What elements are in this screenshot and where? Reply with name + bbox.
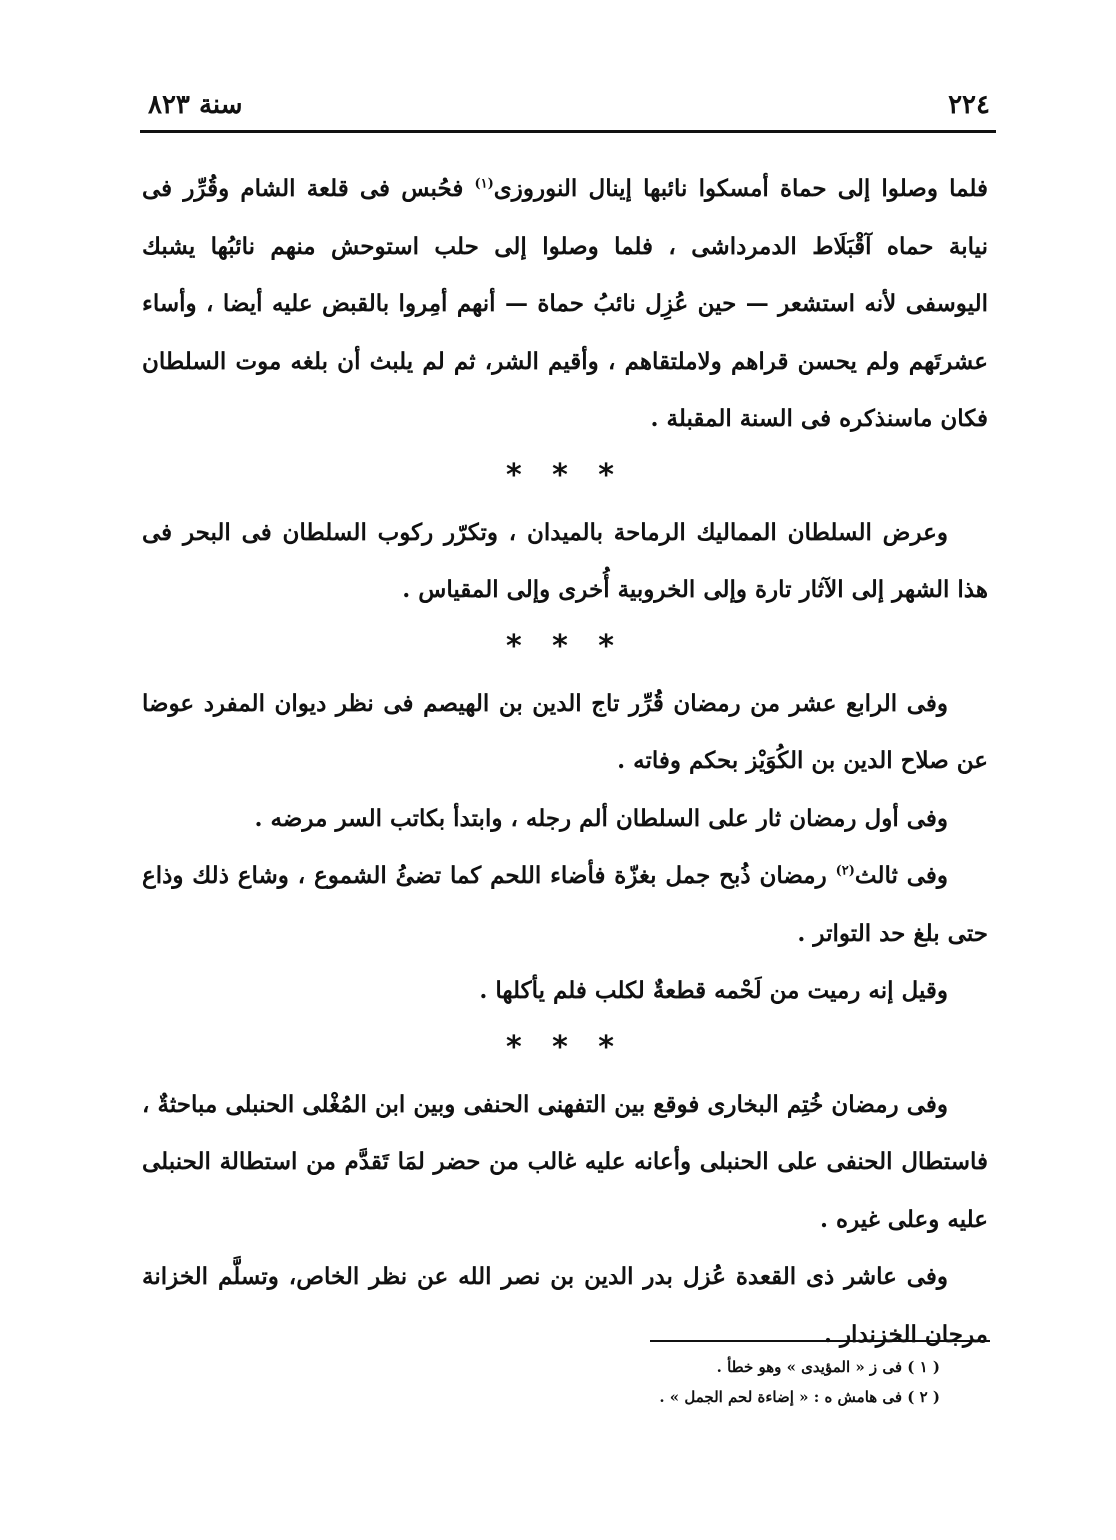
footnote-ref: (١)	[474, 176, 494, 192]
paragraph-text: فلما وصلوا إلى حماة أمسكوا نائبها إينال النوروزى	[493, 175, 989, 202]
section-divider: * * *	[506, 628, 624, 664]
paragraph	[142, 160, 988, 448]
paragraph: وفى الرابع عشر من رمضان قُرِّر تاج الدين بن الهيصم فى نظر ديوان المفرد عوضا عن صلاح الدين بن الكُوَيْز بحكم وفاته .	[142, 689, 988, 774]
page-header	[148, 84, 990, 128]
section-divider: * * *	[506, 1029, 624, 1065]
paragraph: وفى عاشر ذى القعدة عُزل بدر الدين بن نصر الله عن نظر الخاص، وتسلَّم الخزانة مرجان الخزندار .	[142, 1263, 988, 1348]
section-divider: * * *	[506, 457, 624, 493]
page-number: ٢٢٤	[948, 90, 990, 120]
paragraph: وفى أول رمضان ثار على السلطان ألم رجله ، وابتدأ بكاتب السر مرضه .	[254, 804, 948, 832]
paragraph: وقيل إنه رميت من لَحْمه قطعةٌ لكلب فلم يأكلها .	[479, 977, 948, 1004]
paragraph: وعرض السلطان المماليك الرماحة بالميدان ، وتكرّر ركوب السلطان فى البحر فى هذا الشهر إلى الآثار تارة وإلى الخروبية أُخرى وإلى المقياس .	[142, 518, 988, 603]
paragraph-text: وفى ثالث	[854, 862, 948, 889]
paragraph	[142, 847, 988, 962]
year-heading: سنة ٨٢٣	[148, 90, 243, 120]
footnote-rule	[650, 1340, 990, 1342]
footnote-ref: (٢)	[835, 863, 855, 879]
paragraph-text: رمضان ذُبح جمل بغزّة فأضاء اللحم كما تضئُ الشموع ، وشاع ذلك وذاع حتى بلغ حد التواتر .	[142, 862, 988, 947]
paragraph: وفى رمضان خُتِم البخارى فوقع بين التفهنى الحنفى وبين ابن المُغْلى الحنبلى مباحثةٌ ، فاستطال الحنفى على الحنبلى وأعانه عليه غالب من حضر لمَا تَقدَّم من استطالة الحنبلى عليه وعلى غيره .	[142, 1090, 988, 1233]
footnote: ( ١ ) فى ز « المؤيدى » وهو خطأ .	[716, 1358, 940, 1376]
header-rule	[140, 130, 996, 133]
paragraph-text: فحُبس فى قلعة الشام وقُرِّر فى نيابة حماه آقْبَلَاط الدمرداشى ، فلما وصلوا إلى حلب استوحش منهم نائبُها يشبك اليوسفى لأنه استشعر — حين عُزِل نائبُ حماة — أنهم أمِروا بالقبض عليه أيضا ، وأساء عشرتَهم ولم يحسن قراهم ولاملتقاهم ، وأقيم الشر، ثم لم يلبث أن بلغه موت السلطان فكان ماسنذكره فى السنة المقبلة .	[142, 175, 988, 432]
main-text	[142, 160, 988, 1363]
footnote: ( ٢ ) فى هامش ه : « إضاءة لحم الجمل » .	[659, 1388, 940, 1406]
footnotes	[420, 1352, 940, 1412]
